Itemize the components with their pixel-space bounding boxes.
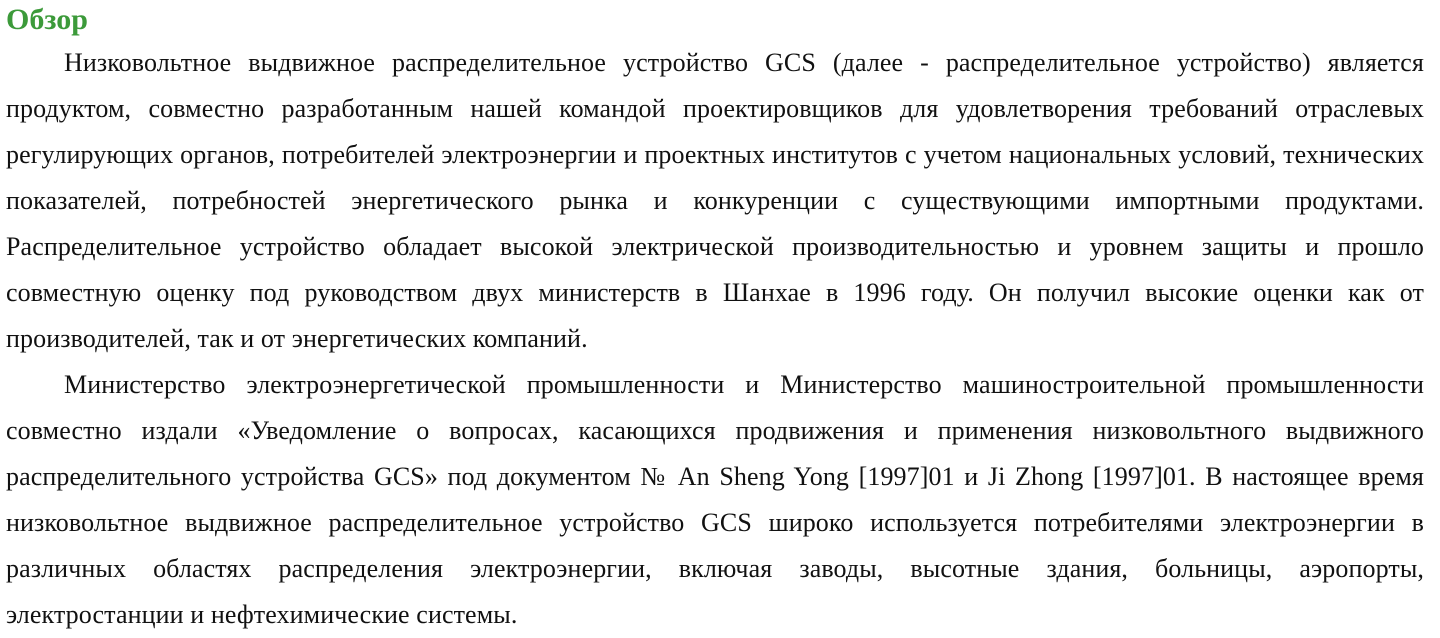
section-heading: Обзор: [6, 3, 88, 36]
document-body: [6, 0, 1424, 638]
paragraph-overview: Низковольтное выдвижное распределительное устройство GCS (далее - распределительное устройство) является продуктом, совместно разработанным нашей командой проектировщиков для удовлетворения требований отраслевых регулирующих органов, потребителей электроэнергии и проектных институтов с учетом национальных условий, технических показателей, потребностей энергетического рынка и конкуренции с существующими импортными продуктами. Распределительное устройство обладает высокой электрической производительностью и уровнем защиты и прошло совместную оценку под руководством двух министерств в Шанхае в 1996 году. Он получил высокие оценки как от производителей, так и от энергетических компаний.: [6, 48, 1424, 353]
paragraph-ministries: Министерство электроэнергетической промышленности и Министерство машиностроительной промышленности совместно издали «Уведомление о вопросах, касающихся продвижения и применения низковольтного выдвижного распределительного устройства GCS» под документом № An Sheng Yong [1997]01 и Ji Zhong [1997]01. В настоящее время низковольтное выдвижное распределительное устройство GCS широко используется потребителями электроэнергии в различных областях распределения электроэнергии, включая заводы, высотные здания, больницы, аэропорты, электростанции и нефтехимические системы.: [6, 370, 1424, 629]
